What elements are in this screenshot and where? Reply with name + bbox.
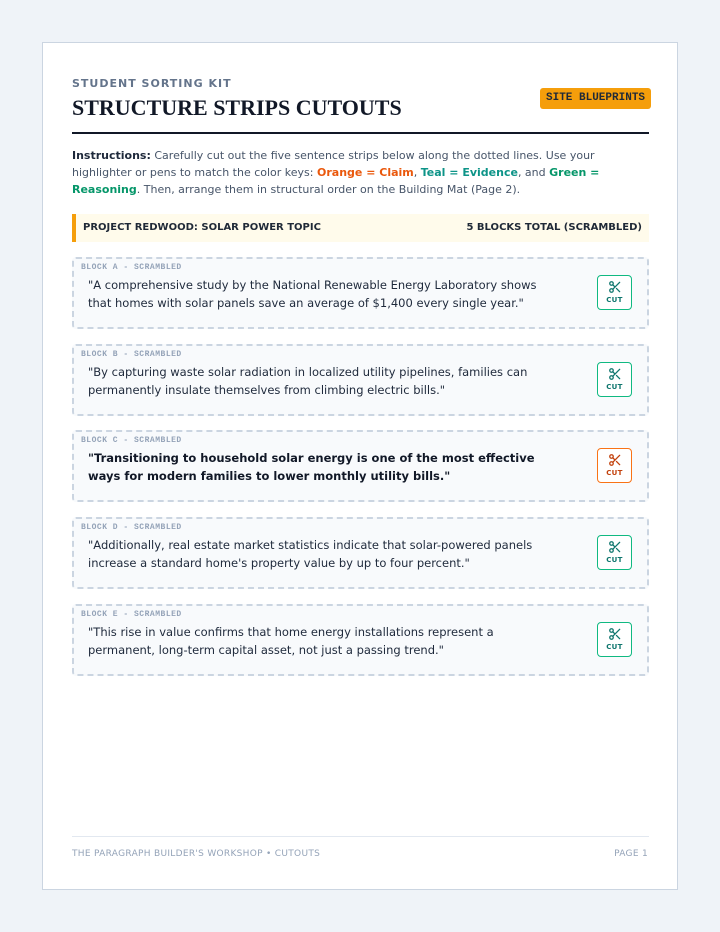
- strip-text: "This rise in value confirms that home energy installations represent a permanent, long-term capital asset, not just a passing trend.": [88, 625, 494, 657]
- cut-label: CUT: [606, 469, 623, 477]
- strip-text: "A comprehensive study by the National Renewable Energy Laboratory shows that homes with solar panels save an average of $1,400 every single year.": [88, 278, 537, 310]
- strip-block-a: [72, 257, 649, 329]
- scissors-icon: [608, 627, 622, 641]
- title-divider: [72, 132, 649, 134]
- page-number: PAGE 1: [614, 849, 648, 859]
- scissors-icon: [608, 367, 622, 381]
- instructions-text-2: . Then, arrange them in structural order on the Building Mat (Page 2).: [136, 183, 521, 196]
- worksheet-page: [42, 42, 678, 890]
- cut-label: CUT: [606, 556, 623, 564]
- cut-button[interactable]: [597, 362, 632, 397]
- page-kicker: STUDENT SORTING KIT: [72, 77, 232, 90]
- cut-label: CUT: [606, 383, 623, 391]
- block-count: 5 BLOCKS TOTAL (SCRAMBLED): [466, 222, 642, 233]
- site-badge: SITE BLUEPRINTS: [540, 88, 651, 109]
- strip-block-e: [72, 604, 649, 676]
- cut-button[interactable]: [597, 275, 632, 310]
- strip-label: BLOCK E - SCRAMBLED: [81, 610, 182, 619]
- strip-text: "Transitioning to household solar energy is one of the most effective ways for modern families to lower monthly utility bills.": [88, 451, 535, 483]
- cut-button[interactable]: [597, 535, 632, 570]
- page-title: STRUCTURE STRIPS CUTOUTS: [72, 95, 402, 120]
- key-reasoning: Green = Reasoning: [72, 166, 600, 196]
- scissors-icon: [608, 280, 622, 294]
- project-topic: PROJECT REDWOOD: SOLAR POWER TOPIC: [83, 222, 321, 233]
- scissors-icon: [608, 453, 622, 467]
- instructions-sep-2: , and: [517, 166, 550, 179]
- strip-label: BLOCK A - SCRAMBLED: [81, 263, 182, 272]
- footer-title: THE PARAGRAPH BUILDER'S WORKSHOP • CUTOUTS: [72, 849, 321, 859]
- instructions-lead: Instructions:: [72, 149, 151, 162]
- instructions-text-1: Carefully cut out the five sentence strips below along the dotted lines. Use your highlighter or pens to match the color keys:: [72, 149, 595, 179]
- strip-block-b: [72, 344, 649, 416]
- strip-block-c: [72, 430, 649, 502]
- strip-label: BLOCK B - SCRAMBLED: [81, 350, 182, 359]
- strip-block-d: [72, 517, 649, 589]
- scissors-icon: [608, 540, 622, 554]
- project-bar: [72, 214, 649, 242]
- instructions: [72, 147, 650, 198]
- footer-divider: [72, 836, 649, 837]
- strip-label: BLOCK D - SCRAMBLED: [81, 523, 182, 532]
- strip-text: "Additionally, real estate market statistics indicate that solar-powered panels increase a standard home's property value by up to four percent.": [88, 538, 533, 570]
- strip-text: "By capturing waste solar radiation in localized utility pipelines, families can permanently insulate themselves from climbing electric bills.": [88, 365, 528, 397]
- cut-label: CUT: [606, 643, 623, 651]
- key-claim: Orange = Claim: [317, 166, 414, 179]
- strip-label: BLOCK C - SCRAMBLED: [81, 436, 182, 445]
- cut-label: CUT: [606, 296, 623, 304]
- instructions-sep-1: ,: [413, 166, 421, 179]
- key-evidence: Teal = Evidence: [420, 166, 518, 179]
- cut-button[interactable]: [597, 448, 632, 483]
- cut-button[interactable]: [597, 622, 632, 657]
